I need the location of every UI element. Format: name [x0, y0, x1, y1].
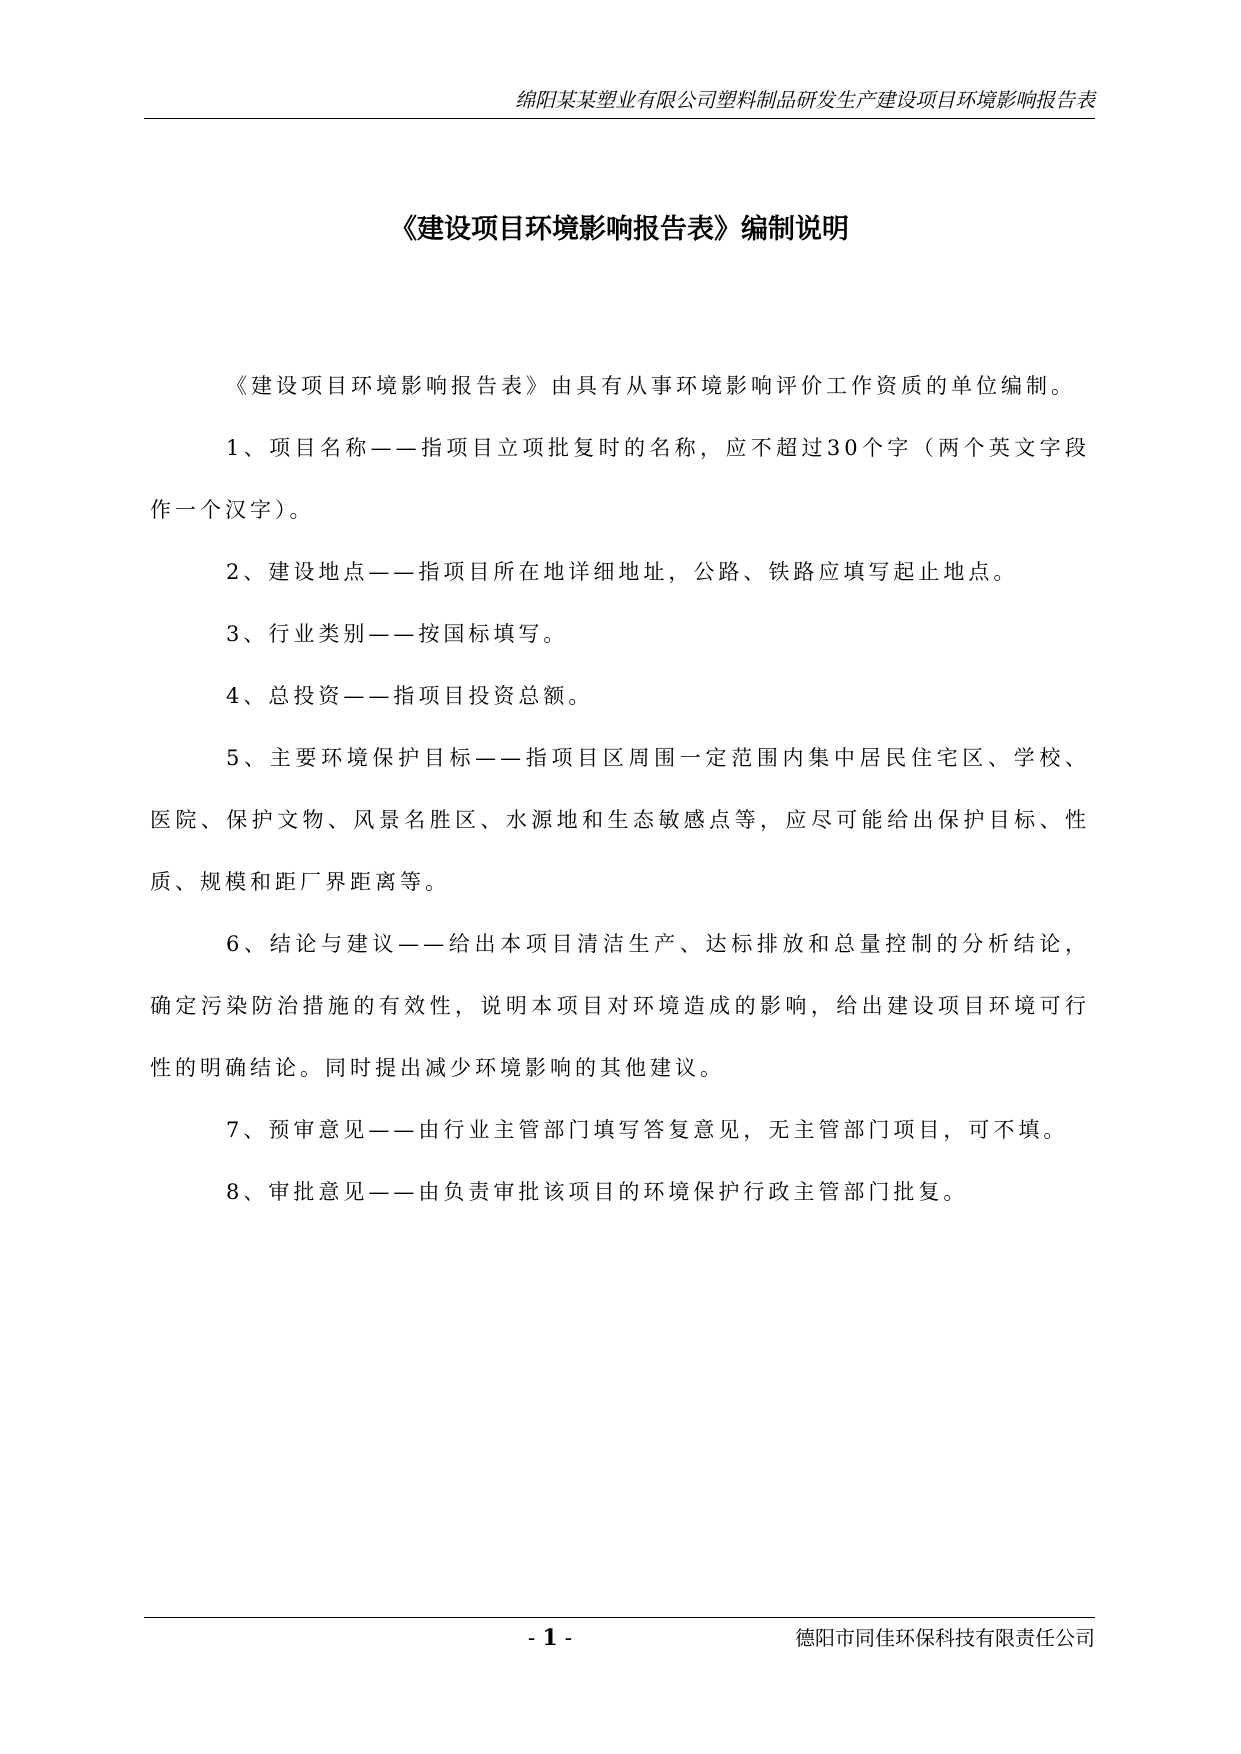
- paragraph-intro: 《建设项目环境影响报告表》由具有从事环境影响评价工作资质的单位编制。: [226, 374, 1076, 398]
- page-number-suffix: -: [557, 1626, 573, 1651]
- paragraph-item-6: 6、结论与建议——给出本项目清洁生产、达标排放和总量控制的分析结论，确定污染防治措施的有效性，说明本项目对环境造成的影响，给出建设项目环境可行性的明确结论。同时提出减少环境影响的其他建议。: [150, 932, 1090, 1080]
- paragraph-item-2: 2、建设地点——指项目所在地详细地址，公路、铁路应填写起止地点。: [226, 560, 1019, 584]
- paragraph-item-1: 1、项目名称——指项目立项批复时的名称，应不超过30个字（两个英文字段作一个汉字）。: [150, 436, 1090, 522]
- page-number: [500, 1623, 600, 1654]
- header-divider: [144, 118, 1095, 119]
- document-body: [150, 355, 1090, 1223]
- running-header: 绵阳某某塑业有限公司塑料制品研发生产建设项目环境影响报告表: [515, 88, 1095, 112]
- footer-company-name: 德阳市同佳环保科技有限责任公司: [795, 1626, 1095, 1650]
- document-title: 《建设项目环境影响报告表》编制说明: [390, 214, 849, 245]
- paragraph-item-5: 5、主要环境保护目标——指项目区周围一定范围内集中居民住宅区、学校、医院、保护文物、风景名胜区、水源地和生态敏感点等，应尽可能给出保护目标、性质、规模和距厂界距离等。: [150, 746, 1090, 894]
- footer-divider: [144, 1617, 1095, 1618]
- paragraph-item-4: 4、总投资——指项目投资总额。: [226, 684, 594, 708]
- paragraph-item-7: 7、预审意见——由行业主管部门填写答复意见，无主管部门项目，可不填。: [226, 1118, 1069, 1142]
- page-number-prefix: -: [527, 1626, 543, 1651]
- paragraph-item-8: 8、审批意见——由负责审批该项目的环境保护行政主管部门批复。: [226, 1180, 969, 1204]
- page-number-value: 1: [542, 1625, 558, 1651]
- paragraph-item-3: 3、行业类别——按国标填写。: [226, 622, 569, 646]
